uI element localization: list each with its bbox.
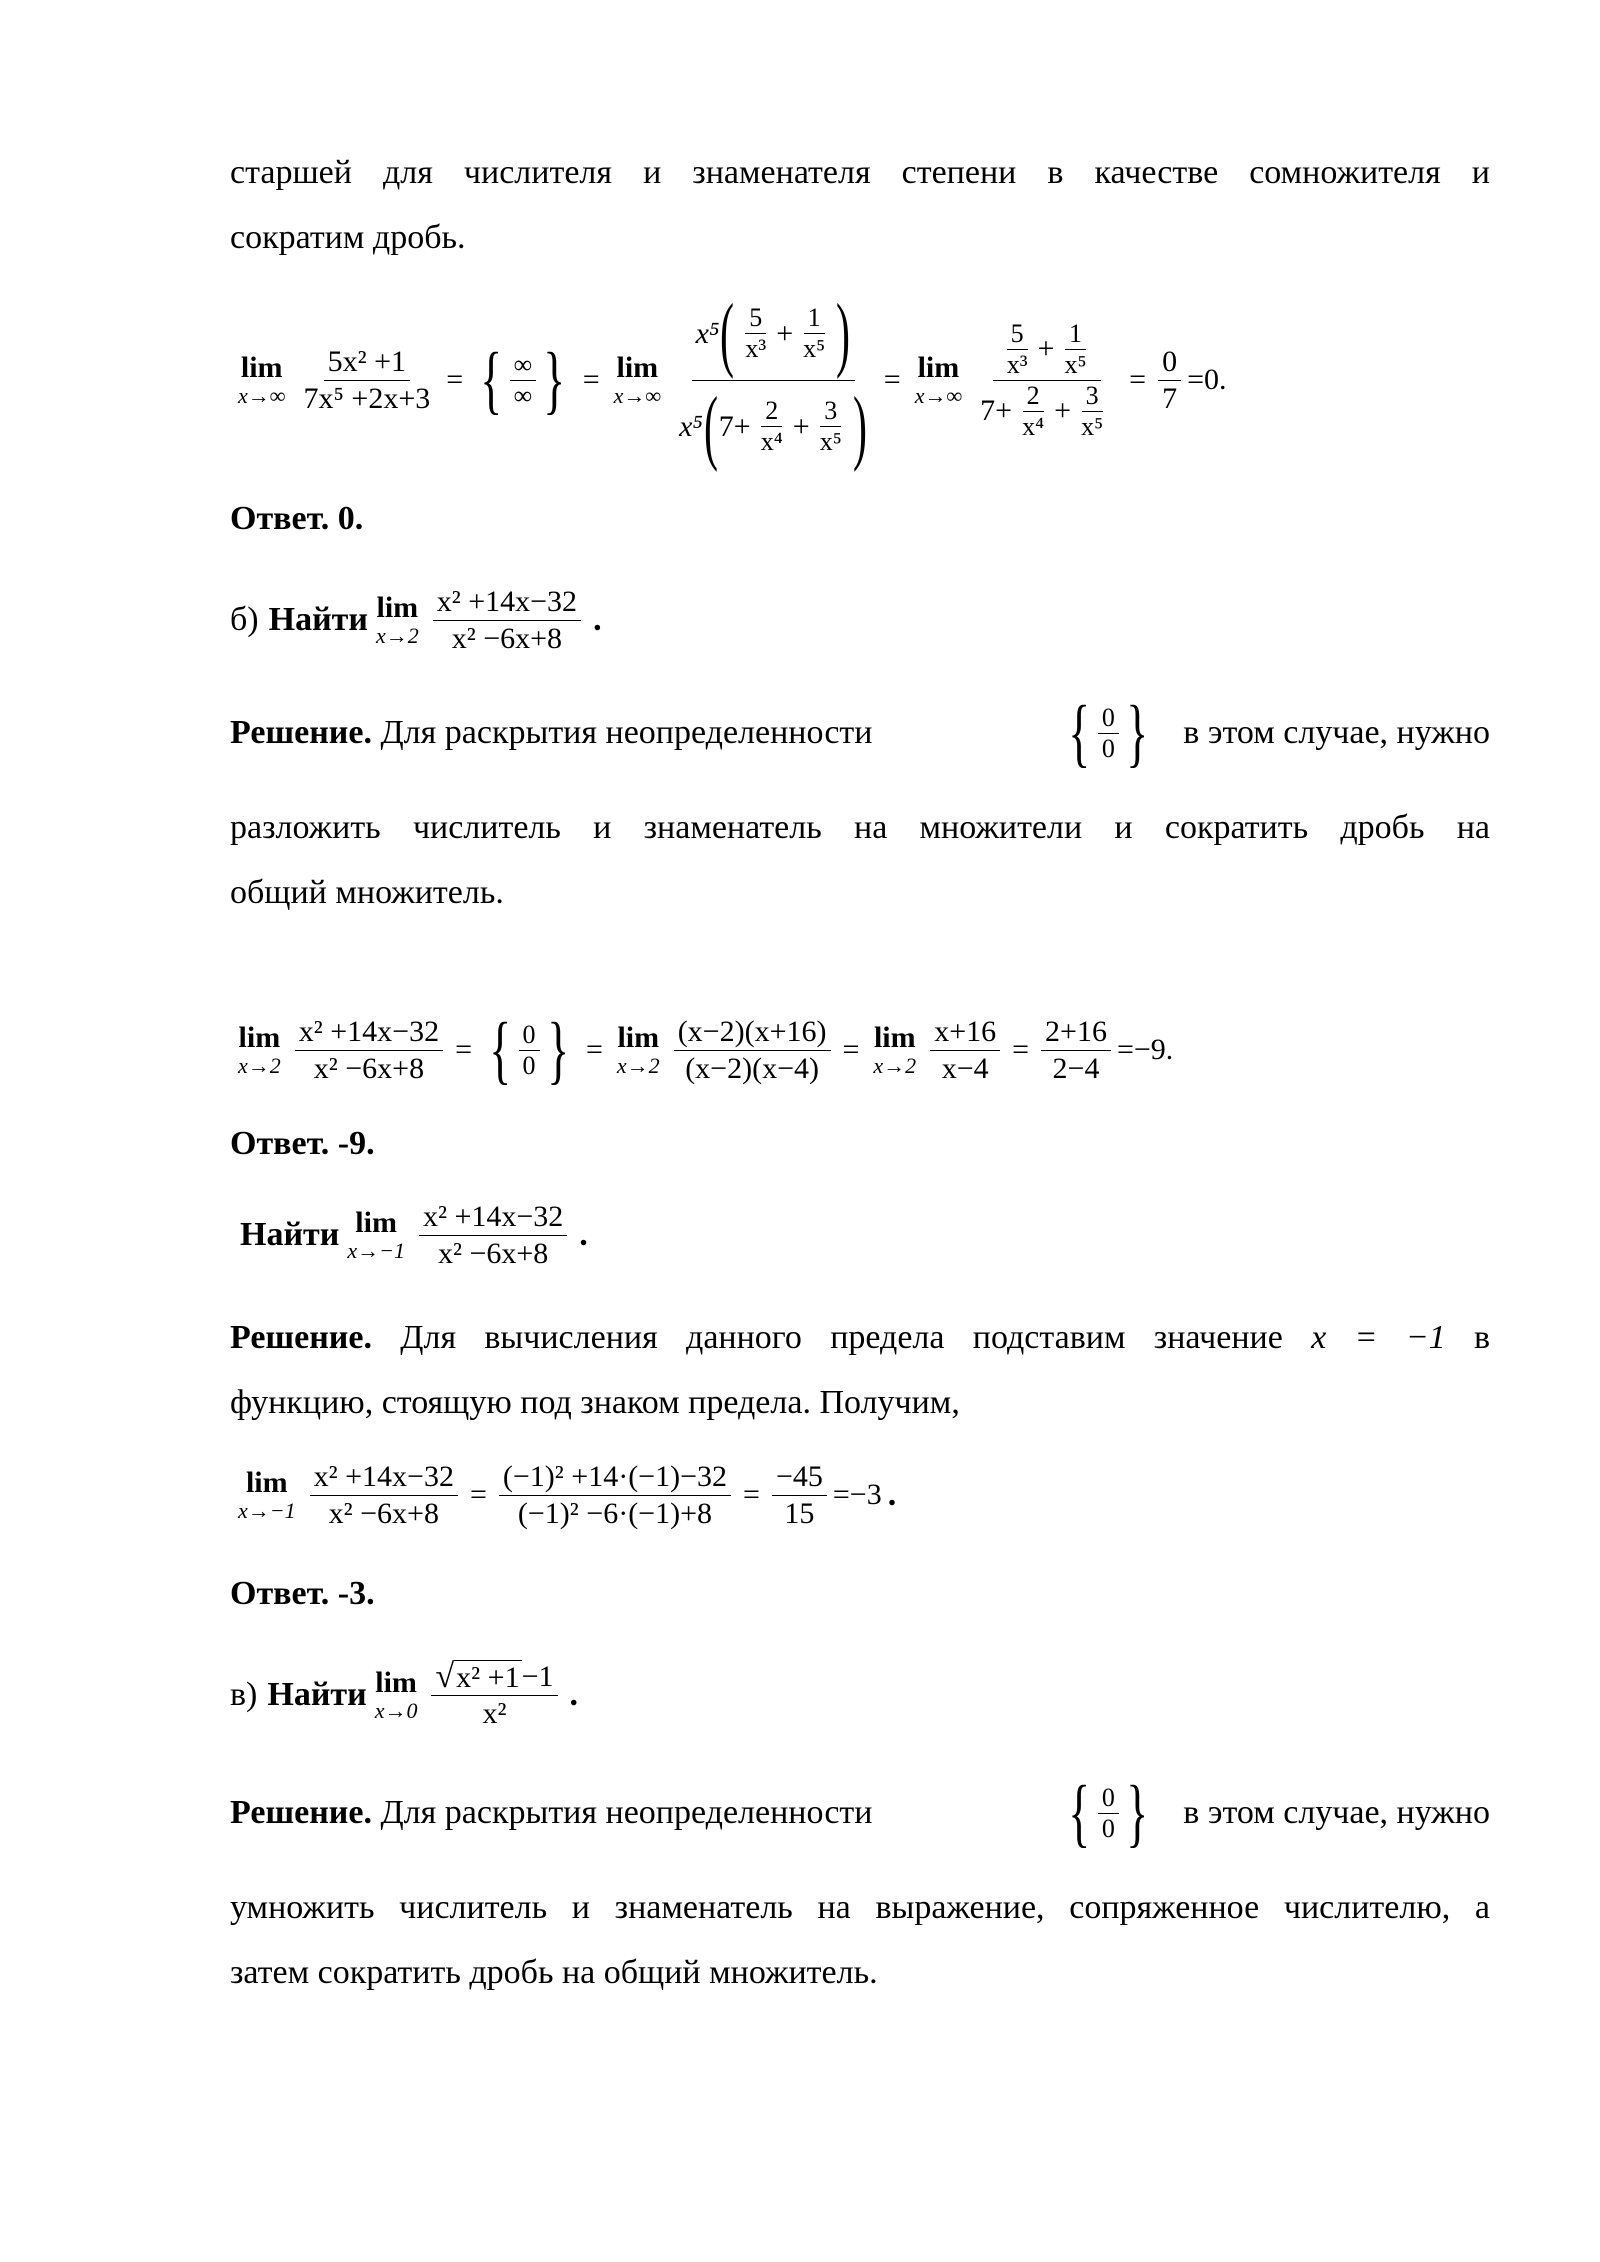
answer-b: Ответ. -9.	[230, 1125, 375, 1162]
intro-paragraph	[230, 140, 1490, 270]
formula-c: lim x→−1 $\frac{\text{x² +14x−32}}{\text{x² −6x+8}}$ = $\frac{\text{(−1)² +14·(−1)−32}}{\text{(−1)² −6·(−1)+8}}$ = $\frac{-45}{15}$ =−3 .	[238, 1459, 897, 1530]
solution-c-paragraph: Решение. Для вычисления данного предела подставим значение x = −1 в функцию, стоящую под знаком предела. Получим,	[230, 1319, 1491, 1421]
fraction-2: x⁵ ( $\frac{5}{\text{x³}}$ + $\frac{1}{\text{x⁵}}$ ) x⁵ ( 7+ $\frac{2}{\text{x⁴}}$ + $\frac{3}{\text{x⁵}}$ )	[679, 286, 867, 473]
solution-d-line-1: Решение. Для раскрытия неопределенности { $\frac{0}{0}$ } в этом случае, нужно	[230, 1771, 1490, 1855]
document-page	[230, 0, 1490, 2262]
limit-operator: lim x→∞	[238, 351, 286, 408]
task-c: Найти lim x→−1 $\frac{\text{x² +14x−32}}{\text{x² −6x+8}}$ .	[240, 1199, 588, 1270]
fraction-1: $\frac{\text{5x² +1}}{\text{7x⁵ +2x+3}}$	[303, 344, 431, 415]
formula-b: lim x→2 $\frac{\text{x² +14x−32}}{\text{x² −6x+8}}$ = { $\frac{0}{0}$ } = lim x→2 $\frac{(x-2)(x+16)}{(x-2)(x-4)}$ = lim x→2 $\frac{x+16}{x-4}$ = $\frac{2+16}{2-4}$ =−9.	[238, 1008, 1174, 1092]
solution-b-paragraph: разложить числитель и знаменатель на множители и сократить дробь на общий множитель.	[230, 809, 1490, 911]
limit-operator: lim x→2	[375, 591, 419, 648]
intro-line-2: сократим дробь.	[230, 219, 466, 256]
indeterminate-brace: { $\frac{0}{0}$ }	[489, 1008, 569, 1092]
formula-a: lim x→∞ $\frac{\text{5x² +1}}{\text{7x⁵ +2x+3}}$ = { $\frac{\infty}{\infty}$ } = lim x→∞ x⁵ ( $\frac{5}{\text{x³}}$ + $\frac{1}{\text{x⁵}}$ ) x⁵ ( 7+ $\frac{2}{\text{x⁴}}$ + $\frac{3}{\text{x⁵}}$ ) = lim x→∞ $\frac{5}{\text{x³}}$ + $\frac{1}{\text{x⁵}}$ 7+ $\frac{2}{\text{x⁴}}$ + $\frac{3}{\text{x⁵}}$ = $\frac{0}{7}$ =0.	[238, 286, 1227, 473]
indeterminate-brace: { $\frac{\infty}{\infty}$ }	[480, 338, 566, 422]
fraction-3: $\frac{5}{\text{x³}}$ + $\frac{1}{\text{x⁵}}$ 7+ $\frac{2}{\text{x⁴}}$ + $\frac{3}{\text{x⁵}}$	[980, 318, 1104, 441]
limit-operator: lim x→−1	[347, 1206, 405, 1263]
result-b: =−9.	[1116, 1033, 1174, 1066]
indeterminate-brace: { $\frac{0}{0}$ }	[1068, 1771, 1148, 1855]
solution-d-paragraph: умножить числитель и знаменатель на выражение, сопряженное числителю, а затем сократить дробь на общий множитель.	[230, 1889, 1490, 1991]
task-d: в) Найти lim x→0 √ x² +1 −1 x² .	[230, 1657, 578, 1730]
answer-a: Ответ. 0.	[230, 500, 364, 537]
limit-operator: lim x→2	[238, 1021, 281, 1078]
answer-c: Ответ. -3.	[230, 1575, 375, 1612]
result-c: =−3	[832, 1478, 882, 1511]
indeterminate-brace: { $\frac{0}{0}$ }	[1068, 691, 1148, 775]
result-a: =0.	[1187, 363, 1227, 396]
fraction-4: $\frac{0}{7}$	[1158, 344, 1181, 417]
limit-operator: lim x→∞	[914, 351, 963, 408]
limit-operator: lim x→∞	[613, 351, 662, 408]
intro-line-1: старшей для числителя и знаменателя степени в качестве сомножителя и	[230, 154, 1490, 191]
task-b: б) Найти lim x→2 $\frac{\text{x² +14x−32}}{\text{x² −6x+8}}$ .	[230, 584, 602, 655]
task-b-fraction: $\frac{\text{x² +14x−32}}{\text{x² −6x+8}}$	[433, 584, 581, 657]
solution-b-line-1: Решение. Для раскрытия неопределенности { $\frac{0}{0}$ } в этом случае, нужно	[230, 691, 1490, 775]
square-root: √ x² +1	[435, 1657, 520, 1695]
